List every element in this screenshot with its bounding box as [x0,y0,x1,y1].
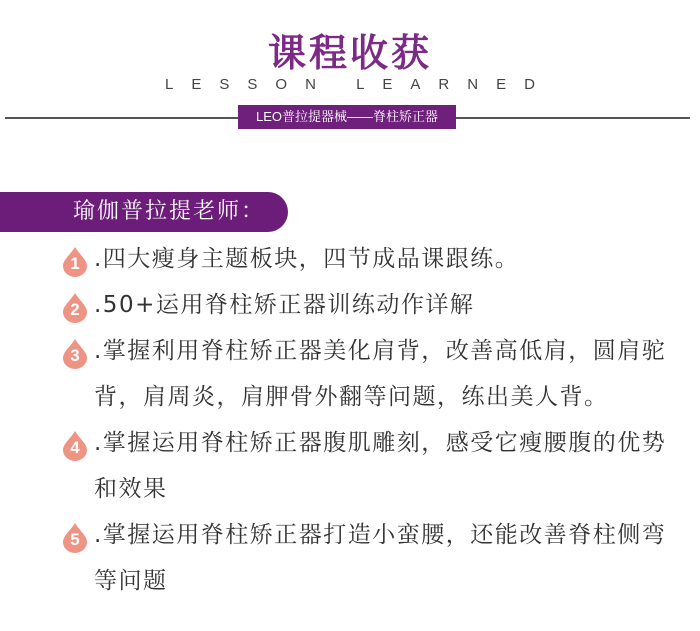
list-item [62,236,682,282]
list-item [62,420,682,512]
section-banner [0,192,288,232]
item-number: 3 [70,346,80,365]
item-text: .掌握利用脊柱矫正器美化肩背，改善高低肩，圆肩驼背，肩周炎，肩胛骨外翻等问题，练出美人背。 [94,338,667,410]
drop-number-icon [62,247,88,277]
page-title: 课程收获 [267,30,432,75]
item-number: 2 [70,300,80,319]
page-subtitle: LESSON LEARNED [165,76,553,93]
product-tag: LEO普拉提器械——脊柱矫正器 [238,105,456,129]
item-text: .掌握运用脊柱矫正器腹肌雕刻，感受它瘦腰腹的优势和效果 [94,430,667,502]
item-text: .掌握运用脊柱矫正器打造小蛮腰，还能改善脊柱侧弯等问题 [94,522,667,594]
drop-number-icon [62,339,88,369]
item-text: .50+运用脊柱矫正器训练动作详解 [94,292,475,318]
item-number: 1 [70,254,80,273]
drop-number-icon [62,523,88,553]
item-number: 4 [70,438,80,457]
benefit-list [62,236,682,604]
list-item [62,328,682,420]
drop-number-icon [62,431,88,461]
drop-number-icon [62,293,88,323]
item-number: 5 [70,530,80,549]
item-text: .四大瘦身主题板块，四节成品课跟练。 [94,246,520,272]
list-item [62,512,682,604]
list-item [62,282,682,328]
section-banner-label: 瑜伽普拉提老师： [73,199,266,224]
